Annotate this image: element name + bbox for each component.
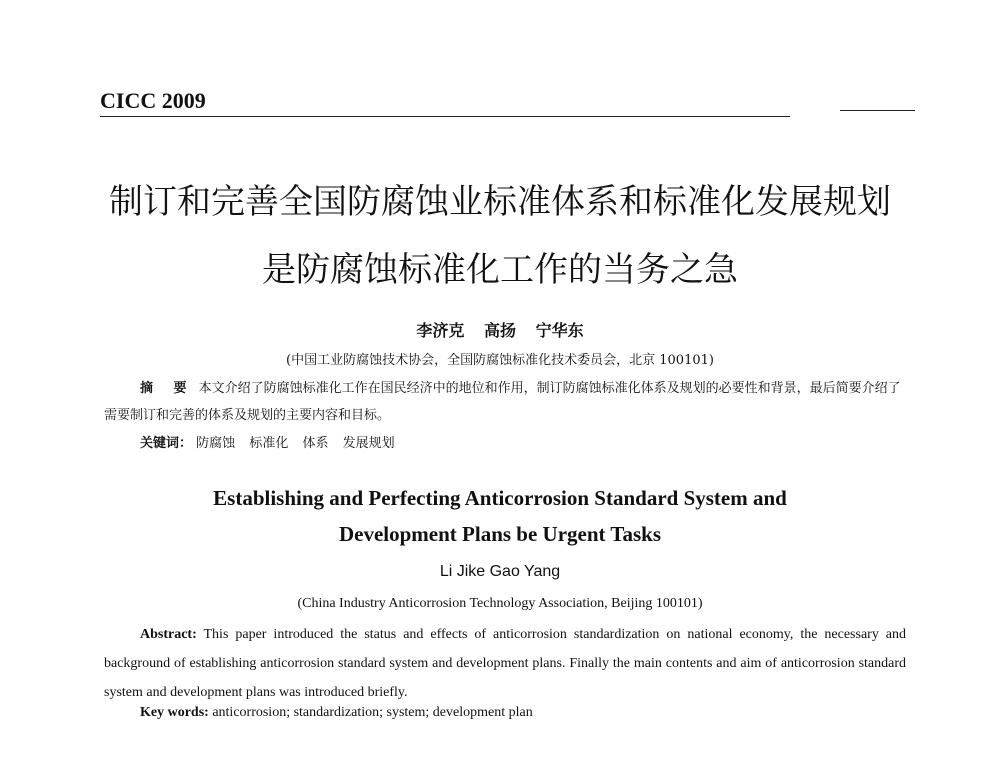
journal-name: CICC 2009 — [100, 88, 206, 113]
chinese-keyword: 发展规划 — [342, 436, 395, 451]
english-keywords-label: Key words: — [140, 705, 209, 720]
english-keywords — [140, 705, 533, 721]
chinese-keyword: 体系 — [302, 436, 329, 451]
english-abstract — [104, 620, 906, 707]
english-abstract-label: Abstract: — [140, 627, 197, 642]
chinese-keyword: 防腐蚀 — [196, 436, 236, 451]
english-keywords-text: anticorrosion; standardization; system; development plan — [212, 705, 533, 720]
chinese-title-line-2: 是防腐蚀标准化工作的当务之急 — [262, 250, 738, 290]
header-rule — [100, 116, 790, 117]
english-title-line-2: Development Plans be Urgent Tasks — [338, 522, 662, 546]
chinese-title-line-1: 制订和完善全国防腐蚀业标准体系和标准化发展规划 — [109, 182, 891, 222]
journal-header — [100, 88, 915, 124]
english-abstract-text: This paper introduced the status and effects of anticorrosion standardization on national economy, the necessary and background of establishing anticorrosion standard system and development plans. Finally the main contents and aim of anticorrosion standard system and development plans was introduced briefly. — [104, 627, 907, 700]
english-title-line-1: Establishing and Perfecting Anticorrosion Standard System and — [213, 486, 787, 510]
chinese-keywords-label: 关键词： — [140, 436, 193, 451]
english-affiliation: (China Industry Anticorrosion Technology Association, Beijing 100101) — [297, 596, 703, 611]
chinese-abstract — [104, 375, 904, 429]
header-rule-right — [840, 110, 915, 111]
chinese-authors: 李济克 高扬 宁华东 — [416, 321, 584, 340]
chinese-abstract-label: 摘 要 — [140, 381, 195, 396]
chinese-abstract-text: 本文介绍了防腐蚀标准化工作在国民经济中的地位和作用，制订防腐蚀标准化体系及规划的必要性和背景，最后简要介绍了需要制订和完善的体系及规划的主要内容和目标。 — [104, 381, 901, 423]
chinese-affiliation: (中国工业防腐蚀技术协会，全国防腐蚀标准化技术委员会，北京 100101) — [286, 353, 714, 368]
english-authors: Li Jike Gao Yang — [439, 563, 561, 580]
chinese-keywords — [140, 432, 405, 451]
chinese-keyword: 标准化 — [249, 436, 289, 451]
